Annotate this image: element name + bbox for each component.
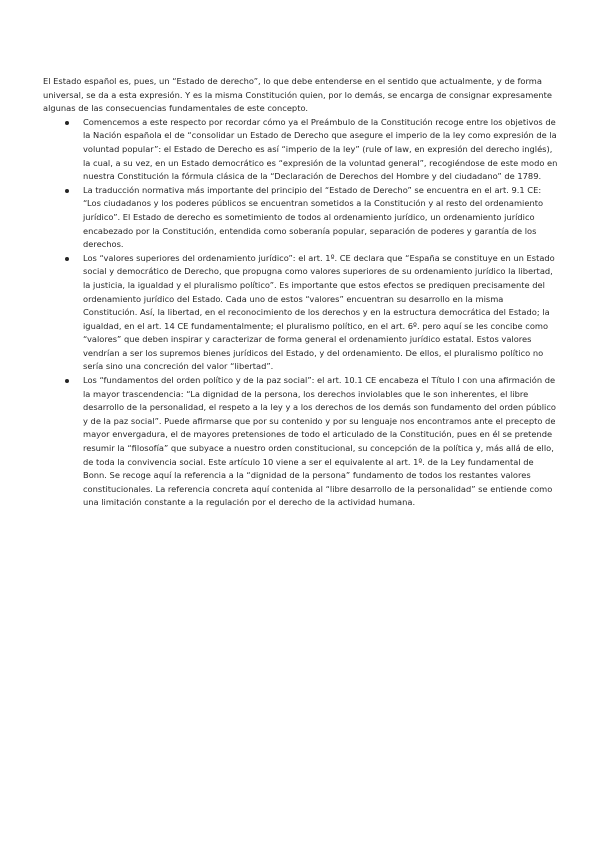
list-item: [83, 252, 559, 374]
list-item: [83, 184, 559, 252]
bullet-icon: [65, 257, 69, 261]
bullet-list: [43, 116, 559, 510]
list-item-text: Los “fundamentos del orden político y de la paz social”: el art. 10.1 CE encabeza el Título I con una afirmación de la mayor trascendencia: “La dignidad de la persona, los derechos inviolables que le son inherentes, el libre desarrollo de la personalidad, el respeto a la ley y a los derechos de los demás son fundamento del orden público y de la paz social”. Puede afirmarse que por su contenido y por su lenguaje nos encontramos ante el precepto de mayor envergadura, el de mayores pretensiones de todo el articulado de la Constitución, pues en él se pretende resumir la “filosofía” que subyace a nuestro orden constitucional, su concepción de la política y, más allá de ello, de toda la convivencia social. Este artículo 10 viene a ser el equivalente al art. 1º. de la Ley fundamental de Bonn. Se recoge aquí la referencia a la “dignidad de la persona” fundamento de todos los restantes valores constitucionales. La referencia concreta aquí contenida al “libre desarrollo de la personalidad” se entiende como una limitación constante a la regulación por el derecho de la actividad humana.: [83, 375, 556, 508]
bullet-icon: [65, 121, 69, 125]
bullet-icon: [65, 379, 69, 383]
list-item-text: La traducción normativa más importante del principio del “Estado de Derecho” se encuentra en el art. 9.1 CE: “Los ciudadanos y los poderes públicos se encuentran sometidos a la Constitución y al resto del ordenamiento jurídico”. El Estado de derecho es sometimiento de todos al ordenamiento jurídico, un ordenamiento jurídico encabezado por la Constitución, entendida como soberanía popular, separación de poderes y garantía de los derechos.: [83, 184, 544, 250]
list-item: [83, 116, 559, 184]
list-item: [83, 374, 559, 510]
intro-paragraph: El Estado español es, pues, un “Estado de derecho”, lo que debe entenderse en el sentido que actualmente, y de forma universal, se da a esta expresión. Y es la misma Constitución quien, por lo demás, se encarga de consignar expresamente algunas de las consecuencias fundamentales de este concepto.: [43, 76, 552, 114]
list-item-text: Los “valores superiores del ordenamiento jurídico”: el art. 1º. CE declara que “España se constituye en un Estado social y democrático de Derecho, que propugna como valores superiores de su ordenamiento jurídico la libertad, la justicia, la igualdad y el pluralismo político”. Es importante que estos efectos se prediquen precisamente del ordenamiento jurídico del Estado. Cada uno de estos “valores” encuentran su desarrollo en la misma Constitución. Así, la libertad, en el reconocimiento de los derechos y en la estructura democrática del Estado; la igualdad, en el art. 14 CE fundamentalmente; el pluralismo político, en el art. 6º. pero aquí se les concibe como “valores” que deben inspirar y caracterizar de forma general el ordenamiento jurídico estatal. Estos valores vendrían a ser los supremos bienes jurídicos del Estado, y del ordenamiento. De ellos, el pluralismo político no sería sino una concreción del valor “libertad”.: [83, 252, 555, 372]
bullet-icon: [65, 189, 69, 193]
list-item-text: Comencemos a este respecto por recordar cómo ya el Preámbulo de la Constitución recoge entre los objetivos de la Nación española el de “consolidar un Estado de Derecho que asegure el imperio de la ley como expresión de la voluntad popular”: el Estado de Derecho es así “imperio de la ley” (rule of law, en expresión del derecho inglés), la cual, a su vez, en un Estado democrático es “expresión de la voluntad general”, recogiéndose de este modo en nuestra Constitución la fórmula clásica de la “Declaración de Derechos del Hombre y del ciudadano” de 1789.: [83, 116, 558, 182]
